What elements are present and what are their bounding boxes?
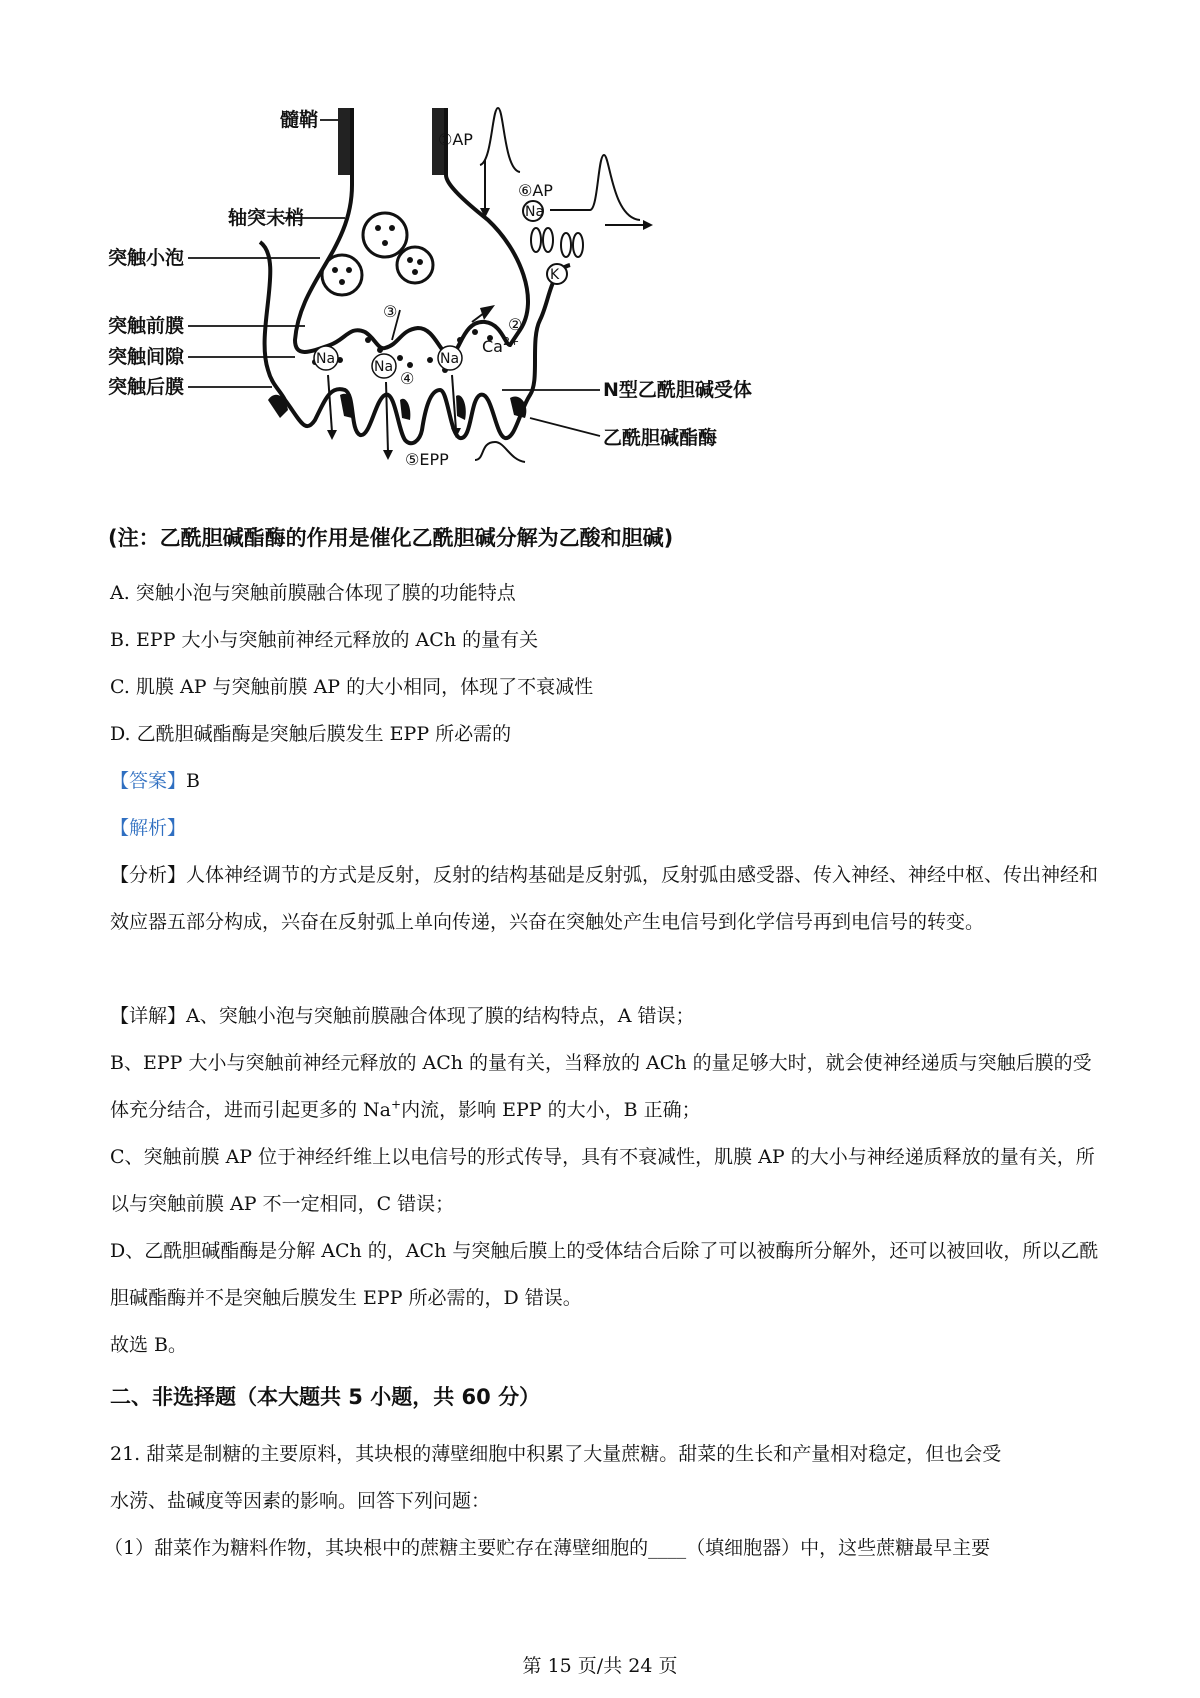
option-b: B. EPP 大小与突触前神经元释放的 ACh 的量有关 — [110, 629, 539, 651]
label-step5: ⑤EPP — [405, 450, 449, 469]
label-step6: ⑥AP — [518, 181, 553, 200]
label-step2: ② — [508, 315, 523, 334]
myelin-sheath — [338, 108, 446, 175]
fenxi-paragraph — [110, 852, 1110, 946]
axon-terminal-outline — [295, 108, 528, 355]
answer-value: B — [186, 770, 200, 792]
detail-b: B、EPP 大小与突触前神经元释放的 ACh 的量有关，当释放的 ACh 的量足够大时，就会使神经递质与突触后膜的受体充分结合，进而引起更多的 Na+内流，影响 EPP 的大小，B 正确； — [110, 1052, 1092, 1121]
option-a: A. 突触小泡与突触前膜融合体现了膜的功能特点 — [110, 582, 516, 604]
na-channels — [314, 346, 462, 378]
label-pointers — [188, 120, 600, 436]
q21-line2: 水涝、盐碱度等因素的影响。回答下列问题： — [110, 1490, 491, 1512]
diagram-note: (注：乙酰胆碱酯酶的作用是催化乙酰胆碱分解为乙酸和胆碱) — [108, 526, 674, 550]
option-d: D. 乙酰胆碱酯酶是突触后膜发生 EPP 所必需的 — [110, 723, 512, 745]
label-step4: ④ — [400, 369, 415, 388]
detail-d: D、乙酰胆碱酯酶是分解 ACh 的，ACh 与突触后膜上的受体结合后除了可以被酶所分解外，还可以被回收，所以乙酰胆碱酯酶并不是突触后膜发生 EPP 所必需的，D 错误。 — [110, 1240, 1099, 1309]
fenxi-label: 【分析】 — [110, 864, 187, 886]
detail-a: 【详解】A、突触小泡与突触前膜融合体现了膜的结构特点，A 错误； — [110, 1005, 695, 1027]
label-ca-ion: $Ca^{2+}$ — [482, 335, 520, 356]
svg-text:K: K — [550, 267, 560, 283]
q21-line3: （1）甜菜作为糖料作物，其块根中的蔗糖主要贮存在薄壁细胞的____（填细胞器）中，这些蔗糖最早主要 — [104, 1537, 991, 1559]
svg-text:Na: Na — [525, 204, 545, 220]
q21-line1: 21. 甜菜是制糖的主要原料，其块根的薄壁细胞中积累了大量蔗糖。甜菜的生长和产量相对稳定，但也会受 — [110, 1443, 1002, 1465]
section-heading: 二、非选择题（本大题共 5 小题，共 60 分） — [110, 1385, 541, 1409]
answer-line — [110, 768, 1110, 794]
answer-label: 【答案】 — [110, 770, 187, 792]
detail-label: 【详解】 — [110, 1005, 187, 1027]
detail-conclusion: 故选 B。 — [110, 1334, 188, 1356]
svg-text:Na: Na — [374, 359, 394, 375]
option-c: C. 肌膜 AP 与突触前膜 AP 的大小相同，体现了不衰减性 — [110, 676, 594, 698]
ap-curve-2 — [550, 155, 640, 220]
label-synaptic-cleft: 突触间隙 — [108, 346, 185, 368]
fenxi-text: 人体神经调节的方式是反射，反射的结构基础是反射弧，反射弧由感受器、传入神经、神经中枢、传出神经和效应器五部分构成，兴奋在反射弧上单向传递，兴奋在突触处产生电信号到化学信号再到电信号的转变。 — [110, 864, 1099, 933]
label-myelin: 髓鞘 — [280, 109, 319, 131]
label-axon-terminal: 轴突末梢 — [228, 207, 305, 229]
detail-c: C、突触前膜 AP 位于神经纤维上以电信号的形式传导，具有不衰减性，肌膜 AP 的大小与神经递质释放的量有关，所以与突触前膜 AP 不一定相同，C 错误； — [110, 1146, 1095, 1215]
label-postsynaptic-membrane: 突触后膜 — [108, 376, 185, 398]
analysis-label: 【解析】 — [110, 817, 187, 839]
label-n-receptor: N型乙酰胆碱受体 — [603, 379, 752, 401]
label-ache: 乙酰胆碱酯酶 — [603, 427, 718, 449]
label-presynaptic-membrane: 突触前膜 — [108, 315, 185, 337]
svg-text:Na: Na — [440, 351, 460, 367]
label-step3: ③ — [383, 302, 398, 321]
page-footer: 第 15 页/共 24 页 — [522, 1655, 678, 1677]
synapse-diagram — [100, 100, 840, 515]
label-step1: ①AP — [438, 130, 473, 149]
svg-text:Na: Na — [316, 351, 336, 367]
label-synaptic-vesicle: 突触小泡 — [108, 247, 185, 269]
